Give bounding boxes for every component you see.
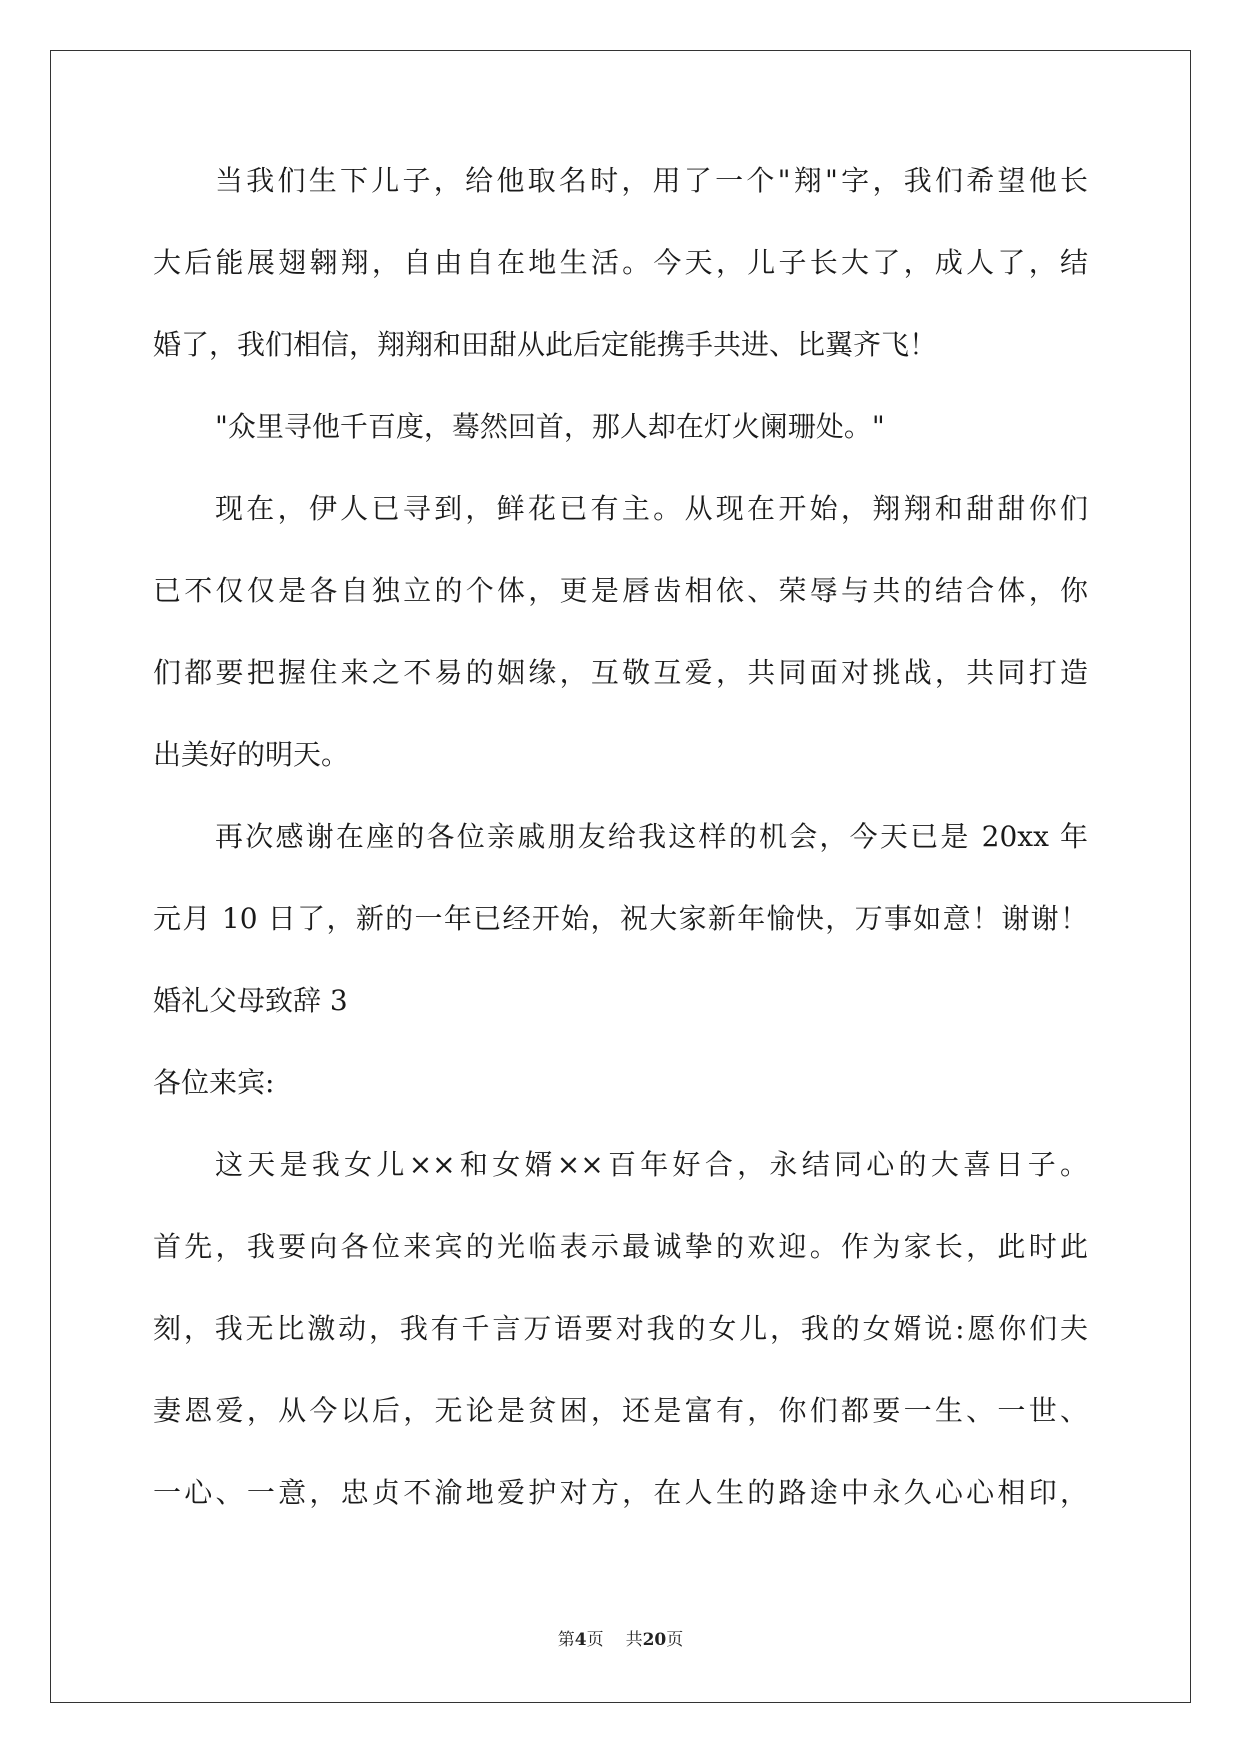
text-line: 当我们生下儿子，给他取名时，用了一个"翔"字，我们希望他长 (215, 164, 1088, 197)
page-suffix: 页 (586, 1630, 604, 1650)
section-heading: 婚礼父母致辞 3 (153, 984, 348, 1017)
text-line: 出美好的明天。 (153, 738, 350, 771)
total-suffix: 页 (666, 1630, 684, 1650)
text-line: 首先，我要向各位来宾的光临表示最诚挚的欢迎。作为家长，此时此 (153, 1230, 1088, 1263)
page-number: 4 (574, 1630, 587, 1650)
text-line: 已不仅仅是各自独立的个体，更是唇齿相依、荣辱与共的结合体，你 (153, 574, 1088, 607)
text-line: 妻恩爱，从今以后，无论是贫困，还是富有，你们都要一生、一世、 (153, 1394, 1088, 1427)
text-line: "众里寻他千百度，蓦然回首，那人却在灯火阑珊处。" (215, 410, 885, 443)
text-line: 一心、一意，忠贞不渝地爱护对方，在人生的路途中永久心心相印， (153, 1476, 1088, 1509)
page-prefix: 第 (557, 1630, 575, 1650)
total-pages: 20 (642, 1630, 667, 1650)
salutation: 各位来宾: (153, 1066, 275, 1099)
total-prefix: 共 (625, 1630, 643, 1650)
text-line: 再次感谢在座的各位亲戚朋友给我这样的机会，今天已是 20xx 年 (215, 820, 1088, 853)
text-line: 元月 10 日了，新的一年已经开始，祝大家新年愉快，万事如意！谢谢！ (153, 902, 1088, 935)
text-line: 婚了，我们相信，翔翔和田甜从此后定能携手共进、比翼齐飞！ (153, 328, 938, 361)
page-footer (0, 1625, 1241, 1650)
text-line: 刻，我无比激动，我有千言万语要对我的女儿，我的女婿说:愿你们夫 (153, 1312, 1088, 1345)
text-line: 这天是我女儿××和女婿××百年好合，永结同心的大喜日子。 (215, 1148, 1088, 1181)
text-line: 大后能展翅翱翔，自由自在地生活。今天，儿子长大了，成人了，结 (153, 246, 1088, 279)
text-line: 现在，伊人已寻到，鲜花已有主。从现在开始，翔翔和甜甜你们 (215, 492, 1088, 525)
text-line: 们都要把握住来之不易的姻缘，互敬互爱，共同面对挑战，共同打造 (153, 656, 1088, 689)
document-body (153, 155, 1088, 1549)
